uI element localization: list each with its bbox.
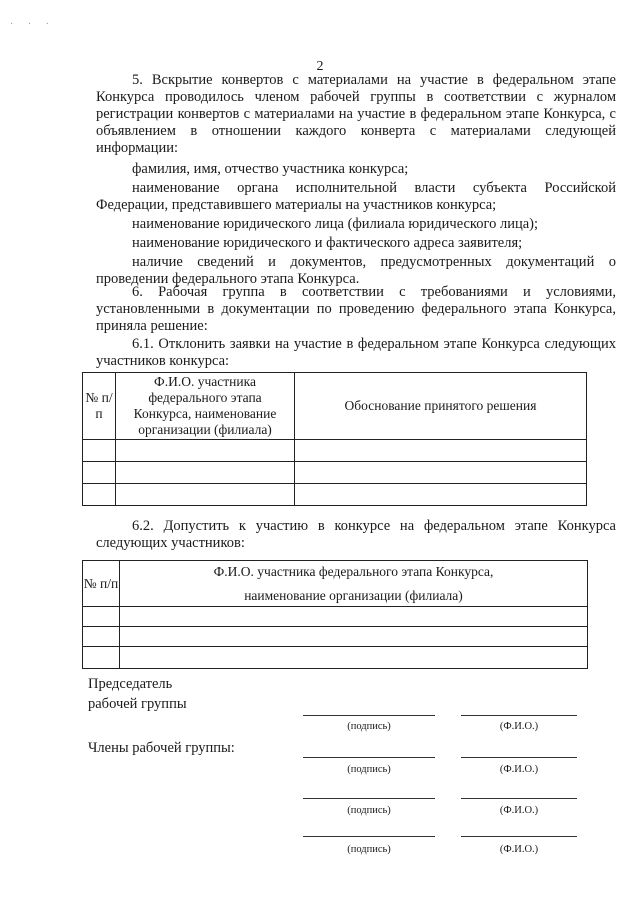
rejected-participants-table xyxy=(82,372,587,506)
signature-line xyxy=(303,715,435,716)
table-header-row xyxy=(83,561,588,607)
info-items xyxy=(96,161,616,288)
fio-line xyxy=(461,836,577,837)
table-cell xyxy=(83,462,116,484)
fio-line xyxy=(461,798,577,799)
scan-speck: · · · xyxy=(10,19,55,30)
paragraph-5 xyxy=(96,72,616,157)
info-item: наименование юридического и фактического адреса заявителя; xyxy=(132,235,523,251)
fio-line xyxy=(461,715,577,716)
paragraph-5-line: объявлением в отношении каждого конверта с материалами следующей xyxy=(96,123,616,139)
table-cell xyxy=(116,484,295,506)
header-line: Ф.И.О. участника федерального этапа Конкурса, xyxy=(213,563,494,579)
info-item: наименование органа исполнительной власти субъекта Российской xyxy=(132,180,616,196)
table-row xyxy=(83,607,588,627)
info-item: наличие сведений и документов, предусмотренных документаций о xyxy=(132,254,616,270)
chairman-label-line1: Председатель xyxy=(88,676,173,692)
admitted-participants-table xyxy=(82,560,588,669)
table-row xyxy=(83,627,588,647)
column-name-header xyxy=(116,373,295,440)
header-line: организации (филиала) xyxy=(138,422,272,437)
paragraph-5-line: регистрации конвертов с материалами на участие в федеральном этапе Конкурса, с xyxy=(96,106,616,122)
signature-line xyxy=(303,836,435,837)
chairman-label-line2: рабочей группы xyxy=(88,696,187,712)
table-cell xyxy=(120,627,588,647)
fio-caption: (Ф.И.О.) xyxy=(499,805,539,816)
signature-caption: (подпись) xyxy=(347,764,391,775)
table-row xyxy=(83,440,587,462)
signature-caption: (подпись) xyxy=(347,721,391,732)
signature-caption: (подпись) xyxy=(347,805,391,816)
table-cell xyxy=(116,440,295,462)
paragraph-5-line: 5. Вскрытие конвертов с материалами на участие в федеральном этапе xyxy=(132,72,616,88)
paragraph-6-2 xyxy=(96,518,616,552)
members-label: Члены рабочей группы: xyxy=(88,740,235,756)
signature-line xyxy=(303,798,435,799)
signature-caption: (подпись) xyxy=(347,844,391,855)
table-cell xyxy=(83,484,116,506)
table-cell xyxy=(83,440,116,462)
table-cell xyxy=(295,440,587,462)
info-item: Федерации, представившего материалы на участников конкурса; xyxy=(96,197,497,213)
header-line: наименование организации (филиала) xyxy=(244,587,463,603)
table-header-row xyxy=(83,373,587,440)
table-cell xyxy=(83,607,120,627)
paragraph-6-2-line: 6.2. Допустить к участию в конкурсе на федеральном этапе Конкурса xyxy=(132,518,616,534)
info-item: фамилия, имя, отчество участника конкурса; xyxy=(132,161,409,177)
paragraph-6-1-line: участников конкурса: xyxy=(96,353,230,369)
table-row xyxy=(83,484,587,506)
column-number-header: № п/п xyxy=(83,561,120,607)
fio-caption: (Ф.И.О.) xyxy=(499,764,539,775)
table-cell xyxy=(120,647,588,669)
paragraph-6-1-line: 6.1. Отклонить заявки на участие в федеральном этапе Конкурса следующих xyxy=(132,336,616,352)
column-number-header: № п/п xyxy=(83,373,116,440)
paragraph-6-line: 6. Рабочая группа в соответствии с требованиями и условиями, xyxy=(132,284,616,300)
table-cell xyxy=(295,462,587,484)
table-cell xyxy=(83,627,120,647)
table-row xyxy=(83,462,587,484)
paragraph-5-line: Конкурса проводилось членом рабочей группы в соответствии с журналом xyxy=(96,89,616,105)
column-name-header xyxy=(120,561,588,607)
paragraph-6-line: установленными в документации по проведению федерального этапа Конкурса, xyxy=(96,301,616,317)
table-cell xyxy=(295,484,587,506)
paragraph-6-line: приняла решение: xyxy=(96,318,208,334)
paragraph-6-1 xyxy=(96,336,616,370)
fio-caption: (Ф.И.О.) xyxy=(499,844,539,855)
paragraph-6 xyxy=(96,284,616,335)
table-cell xyxy=(116,462,295,484)
paragraph-5-line: информации: xyxy=(96,140,179,156)
signature-line xyxy=(303,757,435,758)
table-cell xyxy=(83,647,120,669)
header-line: федерального этапа xyxy=(148,390,262,405)
header-line: Конкурса, наименование xyxy=(133,406,277,421)
fio-line xyxy=(461,757,577,758)
table-row xyxy=(83,647,588,669)
info-item: проведении федерального этапа Конкурса. xyxy=(96,271,360,287)
table-cell xyxy=(120,607,588,627)
column-reason-header: Обоснование принятого решения xyxy=(295,373,587,440)
page-number: 2 xyxy=(316,59,324,74)
header-line: Ф.И.О. участника xyxy=(154,374,256,389)
fio-caption: (Ф.И.О.) xyxy=(499,721,539,732)
paragraph-6-2-line: следующих участников: xyxy=(96,535,245,551)
info-item: наименование юридического лица (филиала юридического лица); xyxy=(132,216,538,232)
